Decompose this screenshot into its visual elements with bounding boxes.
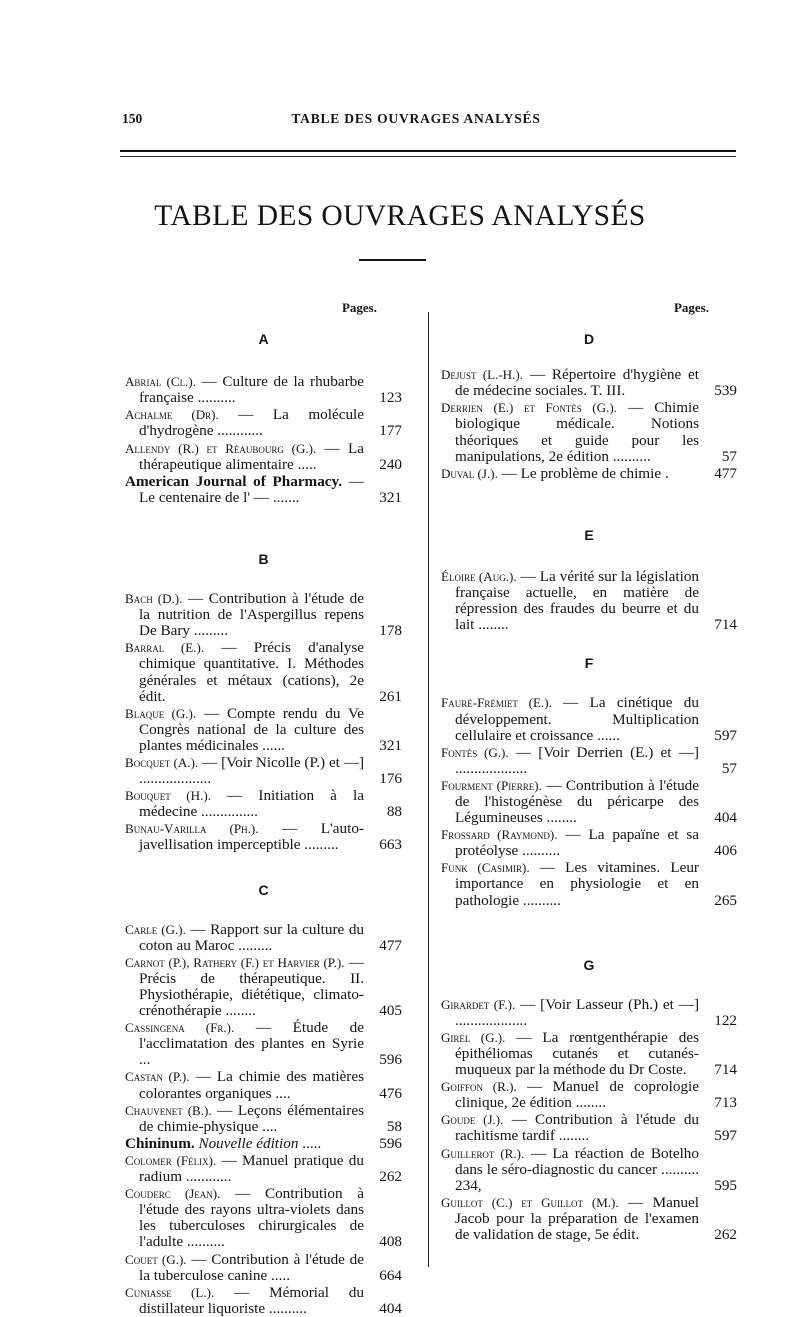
page-ref: 404 xyxy=(379,1299,402,1317)
index-entry: Abrial (Cl.). — Culture de la rhubarbe française .......... 123 xyxy=(125,373,402,407)
index-entry: Cuniasse (L.). — Mémorial du distillateur liquoriste .......... 404 xyxy=(125,1283,402,1317)
index-entry: Bocquet (A.). — [Voir Nicolle (P.) et —] ................... 176 xyxy=(125,753,402,788)
page-ref: 597 xyxy=(714,1127,737,1145)
page-ref: 477 xyxy=(714,464,737,482)
index-entry: Chininum. Nouvelle édition ..... 596 xyxy=(125,1134,402,1152)
index-entry: Éloire (Aug.). — La vérité sur la législation française actuelle, en matière de répression des fraudes du beurre et du lait ........ 714 xyxy=(441,567,737,634)
page-ref: 57 xyxy=(721,447,737,465)
index-entry: Colomer (Félix). — Manuel pratique du radium ............ 262 xyxy=(125,1151,402,1186)
page-ref: 57 xyxy=(721,759,737,777)
pages-header: Pages. xyxy=(673,300,709,315)
index-entry: Dejust (L.-H.). — Répertoire d'hygiène et de médecine sociales. T. III. 539 xyxy=(441,366,737,400)
index-entry: Couet (G.). — Contribution à l'étude de la tuberculose canine ..... 664 xyxy=(125,1250,402,1284)
page-ref: 406 xyxy=(714,842,737,860)
page-ref: 261 xyxy=(379,687,402,705)
index-entry: Chauvenet (B.). — Leçons élémentaires de chimie-physique .... 58 xyxy=(125,1101,402,1135)
index-entry: Castan (P.). — La chimie des matières colorantes organiques .... 476 xyxy=(125,1068,402,1102)
page-ref: 476 xyxy=(379,1084,402,1102)
page-ref: 405 xyxy=(379,1002,402,1020)
page-ref: 596 xyxy=(379,1134,402,1152)
index-entry: Fourment (Pierre). — Contribution à l'étude de l'histogénèse du péricarpe des Légumineuses ........ 404 xyxy=(441,776,737,827)
page-ref: 176 xyxy=(379,770,402,788)
section-letter: E xyxy=(584,526,594,543)
page-title: TABLE DES OUVRAGES ANALYSÉS xyxy=(154,200,646,232)
index-entry: Funk (Casimir). — Les vitamines. Leur importance en physiologie et en pathologie .......... 265 xyxy=(441,859,737,909)
index-entry: Guillerot (R.). — La réaction de Botelho dans le séro-diagnostic du cancer .......... 234, 595 xyxy=(441,1144,737,1194)
index-entry: Goiffon (R.). — Manuel de coprologie clinique, 2e édition ........ 713 xyxy=(441,1078,737,1112)
page-ref: 663 xyxy=(379,836,402,854)
page-ref: 265 xyxy=(714,891,737,909)
index-entry: Derrien (E.) et Fontès (G.). — Chimie biologique médicale. Notions théoriques et guide pour les manipulations, 2e édition .......... 57 xyxy=(441,399,737,465)
pages-header: Pages. xyxy=(341,300,377,315)
section-letter: F xyxy=(584,655,594,672)
page-ref: 664 xyxy=(379,1266,402,1284)
double-rule-bottom xyxy=(120,156,736,157)
section-letter: B xyxy=(258,550,269,567)
page-ref: 714 xyxy=(714,1061,737,1079)
section-letter: D xyxy=(583,331,595,348)
page-ref: 713 xyxy=(714,1094,737,1112)
index-entry: Goude (J.). — Contribution à l'étude du rachitisme tardif ........ 597 xyxy=(441,1111,737,1145)
page-ref: 539 xyxy=(714,382,737,400)
index-entry: Achalme (Dr). — La molécule d'hydrogène ............ 177 xyxy=(125,406,402,440)
column-divider xyxy=(428,312,429,1267)
section-letter: G xyxy=(583,956,595,973)
index-entry: Carle (G.). — Rapport sur la culture du coton au Maroc ......... 477 xyxy=(125,920,402,954)
right-column xyxy=(441,300,737,1243)
double-rule-top xyxy=(120,150,736,152)
page-number: 150 xyxy=(122,111,143,126)
page-ref: 177 xyxy=(379,422,402,440)
index-entry: Blaque (G.). — Compte rendu du Ve Congrès national de la culture des plantes médicinales ...... 321 xyxy=(125,704,402,754)
page-ref: 262 xyxy=(714,1226,737,1244)
page-ref: 321 xyxy=(379,488,402,506)
index-entry: Duval (J.). — Le problème de chimie . 477 xyxy=(441,464,737,482)
index-entry: Bouquet (H.). — Initiation à la médecine ............... 88 xyxy=(125,787,402,821)
running-head xyxy=(122,111,710,131)
index-entry: American Journal of Pharmacy. — Le centenaire de l' — ....... 321 xyxy=(125,472,402,506)
title-underline xyxy=(359,259,426,261)
page-ref: 596 xyxy=(379,1051,402,1069)
page-ref: 122 xyxy=(714,1011,737,1029)
page-ref: 262 xyxy=(379,1168,402,1186)
page-ref: 240 xyxy=(379,455,402,473)
page-ref: 123 xyxy=(379,389,402,407)
page-ref: 477 xyxy=(379,936,402,954)
running-title: TABLE DES OUVRAGES ANALYSÉS xyxy=(291,111,541,126)
index-entry: Girel (G.). — La rœntgenthérapie des épithéliomas cutanés et cutanés-muqueux par la méthode du Dr Coste. 714 xyxy=(441,1028,737,1079)
index-entry: Bunau-Varilla (Ph.). — L'auto-javellisation imperceptible ......... 663 xyxy=(125,820,402,854)
index-entry: Guillot (C.) et Guillot (M.). — Manuel Jacob pour la préparation de l'examen de validation de stage, 5e édit. 262 xyxy=(441,1193,737,1244)
index-entry: Fontès (G.). — [Voir Derrien (E.) et —] ................... 57 xyxy=(441,743,737,777)
index-entry: Fauré-Frémiet (E.). — La cinétique du développement. Multiplication cellulaire et croissance ...... 597 xyxy=(441,694,737,744)
index-entry: Barral (E.). — Précis d'analyse chimique quantitative. I. Méthodes générales et métaux (cations), 2e édit. 261 xyxy=(125,639,402,705)
page-ref: 58 xyxy=(386,1117,402,1135)
index-entry: Cassingena (Fr.). — Étude de l'acclimatation des plantes en Syrie ... 596 xyxy=(125,1019,402,1069)
index-entry: Allendy (R.) et Réaubourg (G.). — La thérapeutique alimentaire ..... 240 xyxy=(125,439,402,473)
page-ref: 714 xyxy=(714,616,737,634)
left-column xyxy=(125,300,402,1317)
index-entry: Carnot (P.), Rathery (F.) et Harvier (P.). — Précis de thérapeutique. II. Physiothérapie, diététique, climato-crénothérapie ........ 405 xyxy=(125,953,402,1020)
page-ref: 321 xyxy=(379,736,402,754)
page-ref: 597 xyxy=(714,726,737,744)
index-entry: Frossard (Raymond). — La papaïne et sa protéolyse .......... 406 xyxy=(441,826,737,860)
page-ref: 178 xyxy=(379,622,402,640)
section-letter: A xyxy=(258,331,269,348)
page-ref: 408 xyxy=(379,1233,402,1251)
section-letter: C xyxy=(258,881,269,898)
page-ref: 88 xyxy=(386,803,402,821)
index-entry: Bach (D.). — Contribution à l'étude de la nutrition de l'Aspergillus repens De Bary ......... 178 xyxy=(125,590,402,640)
page-ref: 404 xyxy=(714,809,737,827)
index-entry: Girardet (F.). — [Voir Lasseur (Ph.) et —] ................... 122 xyxy=(441,995,737,1029)
page-ref: 595 xyxy=(714,1176,737,1194)
index-entry: Couderc (Jean). — Contribution à l'étude des rayons ultra-violets dans les tuberculoses chirurgicales de l'adulte .......... 408 xyxy=(125,1185,402,1251)
